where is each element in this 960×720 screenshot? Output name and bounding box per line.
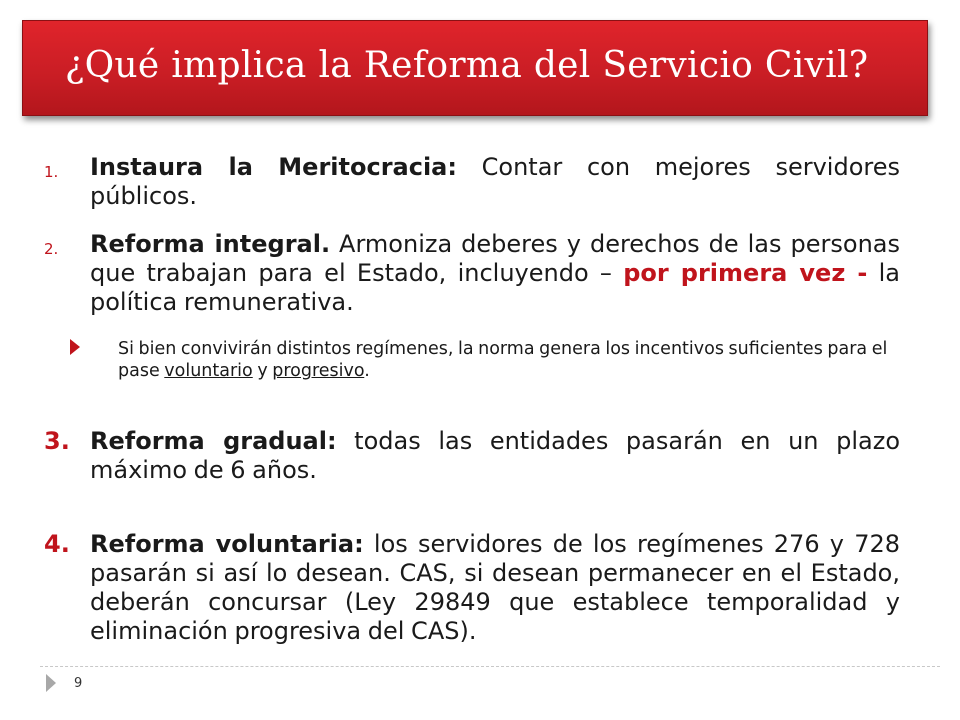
item-2-highlight: por primera vez - — [623, 259, 868, 287]
item-3-number: 3. — [44, 427, 70, 455]
item-3-lead: Reforma gradual: — [90, 427, 337, 455]
item-2-body-end: la política remunerativa. — [90, 259, 900, 316]
sub-text-start: Si bien convivirán distintos regímenes, la norma genera los incentivos suficientes para el pase — [118, 339, 888, 381]
item-3-text — [90, 427, 900, 485]
item-2-number: 2. — [44, 240, 59, 258]
sub-text-end: . — [364, 361, 370, 381]
item-4-lead: Reforma voluntaria: — [90, 530, 364, 558]
item-4-text — [90, 530, 900, 646]
sub-text-progresivo: progresivo — [272, 361, 365, 381]
item-1-number: 1. — [44, 163, 59, 181]
item-2-body: Armoniza deberes y derechos de las personas que trabajan para el Estado, incluyendo – — [90, 230, 900, 287]
footer-arrow-icon — [46, 674, 56, 692]
item-1-lead: Instaura la Meritocracia: — [90, 153, 457, 181]
item-4-body: los servidores de los regímenes 276 y 728 pasarán si así lo desean. CAS, si desean permanecer en el Estado, deberán concursar (Ley 29849 que establece temporalidad y eliminación progresiva del CAS). — [90, 530, 901, 645]
title-bar — [22, 20, 928, 116]
item-3-body: todas las entidades pasarán en un plazo máximo de 6 años. — [90, 427, 900, 484]
item-2-lead: Reforma integral. — [90, 230, 331, 258]
footer-divider — [40, 666, 940, 667]
page-number: 9 — [74, 676, 83, 691]
item-2-sub-text — [118, 338, 908, 382]
item-2-text — [90, 230, 900, 317]
sub-text-voluntario: voluntario — [164, 361, 253, 381]
sub-text-middle: y — [252, 361, 273, 381]
sub-bullet-arrow-icon — [70, 339, 80, 355]
item-1-body: Contar con mejores servidores públicos. — [90, 153, 901, 210]
item-4-number: 4. — [44, 530, 70, 558]
item-1-text — [90, 153, 900, 211]
slide-title: ¿Qué implica la Reforma del Servicio Civil? — [65, 45, 869, 86]
